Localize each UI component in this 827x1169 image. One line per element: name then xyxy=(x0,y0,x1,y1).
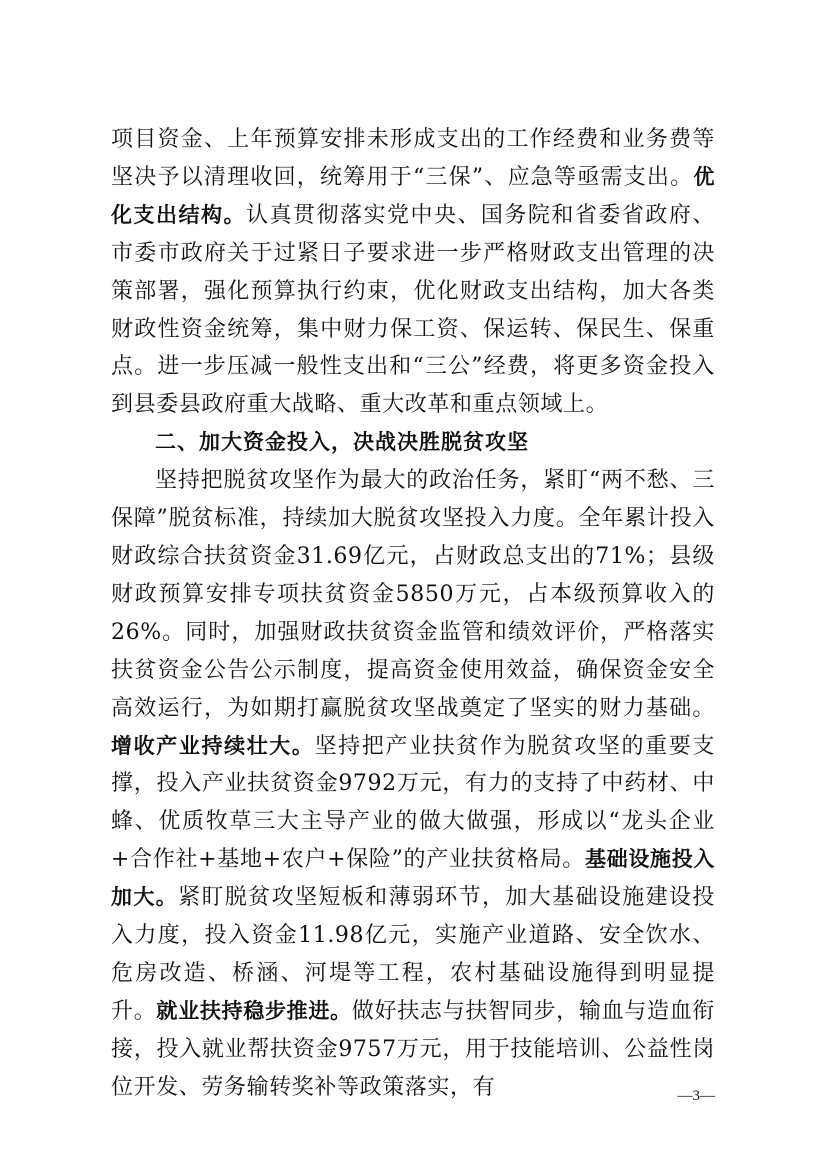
paragraph-1-part-1: 项目资金、上年预算安排未形成支出的工作经费和业务费等坚决予以清理收回，统筹用于“三保”、应急等亟需支出。 xyxy=(111,127,715,190)
section-heading: 二、加大资金投入，决战决胜脱贫攻坚 xyxy=(155,430,529,455)
page-number: —3— xyxy=(677,1088,715,1104)
paragraph-1 xyxy=(111,121,715,424)
paragraph-2-part-4: 做好扶志与扶智同步，输血与造血衔接，投入就业帮扶资金9757万元，用于技能培训、公益性岗位开发、劳务输转奖补等政策落实，有 xyxy=(111,998,716,1100)
body-text xyxy=(111,121,715,1107)
paragraph-2-part-2: 坚持把产业扶贫作为脱贫攻坚的重要支撑，投入产业扶贫资金9792万元，有力的支持了中药材、中蜂、优质牧草三大主导产业的做大做强，形成以“龙头企业+合作社+基地+农户+保险”的产业扶贫格局。 xyxy=(111,733,715,873)
paragraph-2-part-3: 紧盯脱贫攻坚短板和薄弱环节，加大基础设施建设投入力度，投入资金11.98亿元，实施产业道路、安全饮水、危房改造、桥涵、河堤等工程，农村基础设施得到明显提升。 xyxy=(111,885,715,1024)
paragraph-2-bold-1: 增收产业持续壮大。 xyxy=(111,733,315,758)
paragraph-2-part-1: 坚持把脱贫攻坚作为最大的政治任务，紧盯“两不愁、三保障”脱贫标准，持续加大脱贫攻坚投入力度。全年累计投入财政综合扶贫资金31.69亿元，占财政总支出的71%；县级财政预算安排专项扶贫资金5850万元，占本级预算收入的26%。同时，加强财政扶贫资金监管和绩效评价，严格落实扶贫资金公告公示制度，提高资金使用效益，确保资金安全高效运行，为如期打赢脱贫攻坚战奠定了坚实的财力基础。 xyxy=(111,468,715,721)
paragraph-1-part-2: 认真贯彻落实党中央、国务院和省委省政府、市委市政府关于过紧日子要求进一步严格财政支出管理的决策部署，强化预算执行约束，优化财政支出结构，加大各类财政性资金统筹，集中财力保工资、保运转、保民生、保重点。进一步压减一般性支出和“三公”经费，将更多资金投入到县委县政府重大战略、重大改革和重点领域上。 xyxy=(111,202,715,418)
paragraph-2-bold-2: 基础设施投入加大。 xyxy=(111,847,715,910)
paragraph-1-bold-1: 优化支出结构。 xyxy=(111,164,715,227)
paragraph-2-bold-3: 就业扶持稳步推进。 xyxy=(156,998,352,1023)
paragraph-2 xyxy=(111,462,715,1106)
